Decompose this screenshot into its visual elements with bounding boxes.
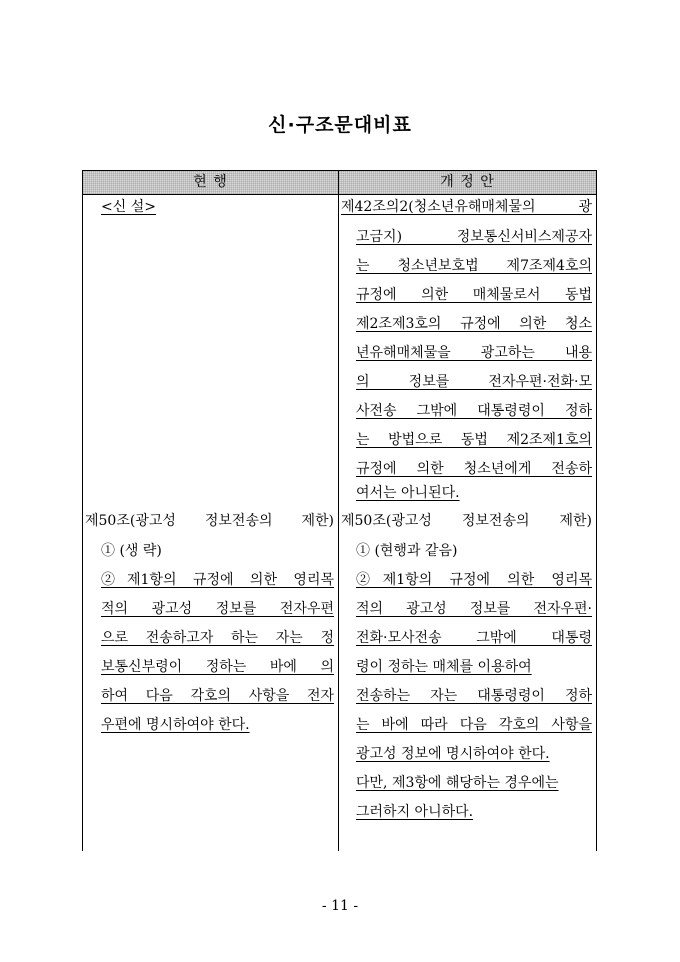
revised-line: 여서는 아니된다.: [356, 485, 460, 501]
revised-line: 적의 광고성 정보를 전자우편·: [356, 601, 592, 617]
current-line: 우편에 명시하여야 한다.: [101, 717, 250, 733]
revised-line: 년유해매체물을 광고하는 내용: [356, 345, 592, 361]
revised-line: 규정에 의한 매체물로서 동법: [356, 287, 592, 303]
current-line: ②제1항의 규정에 의한 영리목: [101, 572, 334, 588]
current-line: 하여 다음 각호의 사항을 전자: [101, 688, 334, 704]
page-number: - 11 -: [321, 898, 359, 914]
revised-line: 제2조제3호의 규정에 의한 청소: [356, 316, 592, 332]
current-line-para1: ① (생 략): [101, 543, 162, 559]
revised-line: 는 방법으로 동법 제2조제1호의: [356, 432, 592, 448]
table-header-row: [83, 171, 596, 195]
revised-line: 규정에 의한 청소년에게 전송하: [356, 461, 592, 477]
revised-line: 전송하는 자는 대통령령이 정하: [356, 688, 592, 704]
revised-line: 의 정보를 전자우편·전화·모: [356, 374, 592, 390]
revised-line: 다만, 제3항에 해당하는 경우에는: [356, 775, 559, 791]
current-line: 으로 전송하고자 하는 자는 정: [101, 630, 334, 646]
revised-line-article-title: 제50조(광고성 정보전송의 제한): [341, 513, 592, 529]
revised-line: 그러하지 아니하다.: [356, 804, 474, 820]
revised-line: 제42조의2(청소년유해매체물의 광: [341, 199, 592, 215]
current-line-new: <신 설>: [101, 199, 156, 215]
revised-line: ②제1항의 규정에 의한 영리목: [356, 572, 592, 588]
revised-line: 고금지) 정보통신서비스제공자: [356, 229, 592, 245]
comparison-table: [82, 170, 597, 851]
revised-line: 사전송 그밖에 대통령령이 정하: [356, 403, 592, 419]
current-line-article-title: 제50조(광고성 정보전송의 제한): [85, 513, 334, 529]
revised-line: 전화·모사전송 그밖에 대통령: [356, 630, 592, 646]
column-divider: [338, 171, 339, 851]
header-revised: 개 정 안: [440, 174, 495, 190]
revised-line-para1: ① (현행과 같음): [356, 543, 458, 559]
revised-line: 광고성 정보에 명시하여야 한다.: [356, 746, 550, 762]
revised-line: 령이 정하는 매체를 이용하여: [356, 659, 532, 675]
current-line: 보통신부령이 정하는 바에 의: [101, 659, 334, 675]
revised-line: 는 바에 따라 다음 각호의 사항을: [356, 717, 592, 733]
revised-line: 는 청소년보호법 제7조제4호의: [356, 258, 592, 274]
header-current: 현 행: [193, 174, 228, 190]
current-line: 적의 광고성 정보를 전자우편: [101, 601, 334, 617]
page-title: 신·구조문대비표: [268, 114, 412, 136]
